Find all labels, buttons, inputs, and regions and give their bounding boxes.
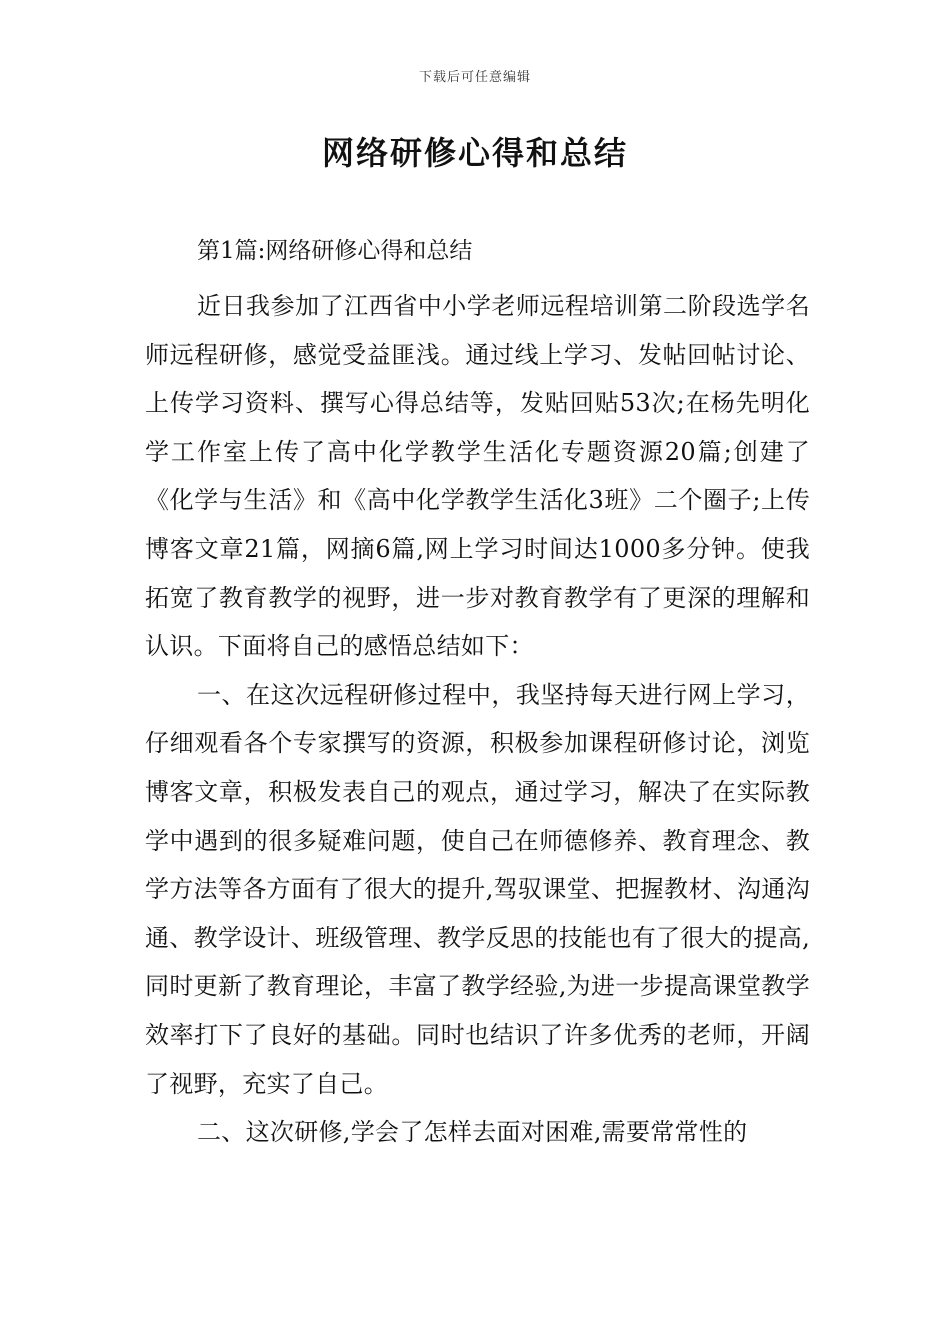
document-title: 网络研修心得和总结: [321, 134, 628, 172]
section-heading: 第1篇:网络研修心得和总结: [197, 238, 473, 264]
body-text: [145, 282, 810, 1157]
paragraph-point-one: 一、在这次远程研修过程中，我坚持每天进行网上学习，仔细观看各个专家撰写的资源，积极参加课程研修讨论，浏览博客文章，积极发表自己的观点，通过学习，解决了在实际教学中遇到的很多疑难问题，使自己在师德修养、教育理念、教学方法等各方面有了很大的提升,驾驭课堂、把握教材、沟通沟通、教学设计、班级管理、教学反思的技能也有了很大的提高,同时更新了教育理论，丰富了教学经验,为进一步提高课堂教学效率打下了良好的基础。同时也结识了许多优秀的老师，开阔了视野，充实了自己。: [145, 680, 810, 1098]
paragraph-point-two: 二、这次研修,学会了怎样去面对困难,需要常常性的: [197, 1118, 748, 1147]
header-note: 下载后可任意编辑: [418, 70, 531, 85]
paragraph-intro: 近日我参加了江西省中小学老师远程培训第二阶段选学名师远程研修，感觉受益匪浅。通过线上学习、发帖回帖讨论、上传学习资料、撰写心得总结等，发贴回贴53次;在杨先明化学工作室上传了高中化学教学生活化专题资源20篇;创建了《化学与生活》和《高中化学教学生活化3班》二个圈子;上传博客文章21篇，网摘6篇,网上学习时间达1000多分钟。使我拓宽了教育教学的视野，进一步对教育教学有了更深的理解和认识。下面将自己的感悟总结如下：: [145, 292, 810, 661]
